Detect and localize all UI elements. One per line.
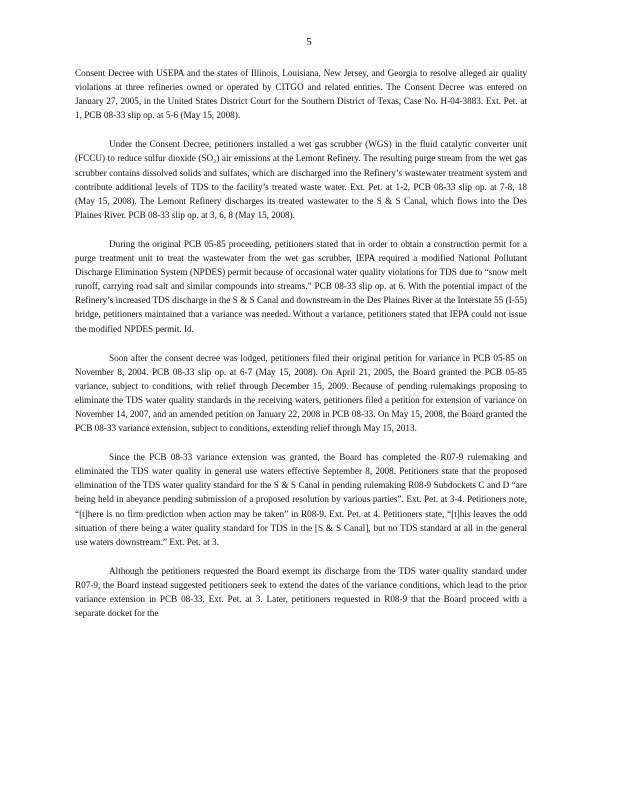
- paragraph-consent-decree: Consent Decree with USEPA and the states of Illinois, Louisiana, New Jersey, and Georgia to resolve alleged air quality violations at three refineries owned or operated by CITGO and related entities. The Consent Decree was entered on January 27, 2005, in the United States District Court for the Southern District of Texas, Case No. H-04-3883. Ext. Pet. at 1, PCB 08-33 slip op. at 5-6 (May 15, 2008).: [75, 68, 527, 121]
- paragraph-original-proceeding: During the original PCB 05-85 proceeding, petitioners stated that in order to obtain a construction permit for a purge treatment unit to treat the wastewater from the wet gas scrubber, IEPA required a modified National Pollutant Discharge Elimination System (NPDES) permit because of occasional water quality violations for TDS due to “snow melt runoff, carrying road salt and similar compounds into streams.” PCB 08-33 slip op. at 6. With the potential impact of the Refinery’s increased TDS discharge in the S & S Canal and downstream in the Des Plaines River at the Interstate 55 (I-55) bridge, petitioners maintained that a variance was needed. Without a variance, petitioners stated that IEPA could not issue the modified NPDES permit. Id.: [75, 238, 527, 334]
- paragraph-variance-history: Soon after the consent decree was lodged, petitioners filed their original petition for variance in PCB 05-85 on November 8, 2004. PCB 08-33 slip op. at 6-7 (May 15, 2008). On April 21, 2005, the Board granted the PCB 05-85 variance, subject to conditions, with relief through December 15, 2009. Because of pending rulemakings proposing to eliminate the TDS water quality standards in the receiving waters, petitioners filed a petition for extension of variance on November 14, 2007, and an amended petition on January 22, 2008 in PCB 08-33. On May 15, 2008, the Board granted the PCB 08-33 variance extension, subject to conditions, extending relief through May 15, 2013.: [75, 352, 527, 434]
- paragraph-exemption-request: Although the petitioners requested the Board exempt its discharge from the TDS water quality standard under R07-9, the Board instead suggested petitioners seek to extend the dates of the variance conditions, which lead to the prior variance extension in PCB 08-33. Ext. Pet. at 3. Later, petitioners requested in R08-9 that the Board proceed with a separate docket for the: [75, 565, 527, 619]
- paragraph-wet-gas-scrubber: Under the Consent Decree, petitioners installed a wet gas scrubber (WGS) in the fluid catalytic converter unit (FCCU) to reduce sulfur dioxide (SO₂) air emissions at the Lemont Refinery. The resulting purge stream from the wet gas scrubber contains dissolved solids and sulfates, which are discharged into the Refinery’s wastewater treatment system and contribute additional levels of TDS to the facility’s treated waste water. Ext. Pet. at 1-2, PCB 08-33 slip op. at 7-8, 18 (May 15, 2008). The Lemont Refinery discharges its treated wastewater to the S & S Canal, which flows into the Des Plaines River. PCB 08-33 slip op. at 3, 6, 8 (May 15, 2008).: [75, 139, 527, 220]
- paragraph-rulemaking-status: Since the PCB 08-33 variance extension was granted, the Board has completed the R07-9 rulemaking and eliminated the TDS water quality in general use waters effective September 8, 2008. Petitioners state that the proposed elimination of the TDS water quality standard for the S & S Canal in pending rulemaking R08-9 Subdockets C and D “are being held in abeyance pending submission of a proposed resolution by various parties”. Ext. Pet. at 3-4. Petitioners note, “[t]here is no firm prediction when action may be taken” in R08-9. Ext. Pet. at 4. Petitioners state, “[t]his leaves the odd situation of there being a water quality standard for TDS in the [S & S Canal], but no TDS standard at all in the general use waters downstream.” Ext. Pet. at 3.: [75, 452, 527, 547]
- page-number: 5: [306, 36, 312, 48]
- body-text: [75, 66, 527, 635]
